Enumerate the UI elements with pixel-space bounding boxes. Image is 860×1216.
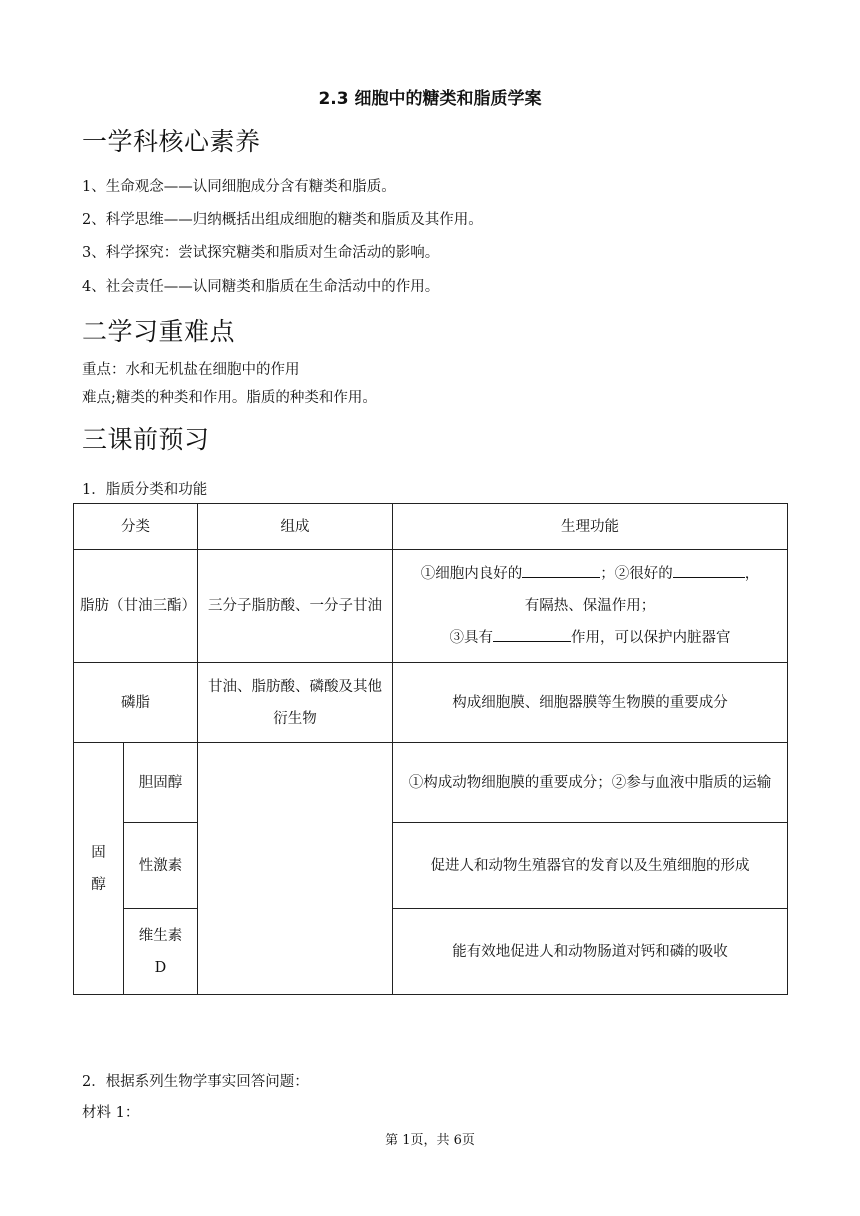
- cholesterol-function: ①构成动物细胞膜的重要成分；②参与血液中脂质的运输: [393, 743, 788, 823]
- page-footer: 第 1页，共 6页: [385, 1133, 475, 1148]
- blank-3: [493, 626, 571, 642]
- header-composition: 组成: [198, 504, 393, 550]
- vitamin-d-function: 能有效地促进人和动物肠道对钙和磷的吸收: [393, 909, 788, 995]
- fat-function: ①细胞内良好的 ；②很好的 ， 有隔热、保温作用； ③具有 作用，可以保护内脏器官: [393, 550, 788, 663]
- header-category: 分类: [74, 504, 198, 550]
- section-heading-key-points: 二学习重难点: [82, 317, 236, 346]
- table-row-fat: [74, 550, 788, 663]
- phospholipid-function: 构成细胞膜、细胞器膜等生物膜的重要成分: [393, 663, 788, 743]
- table-row-phospholipid: [74, 663, 788, 743]
- fat-name: 脂肪（甘油三酯）: [74, 550, 198, 663]
- core-literacy-item-4: 4、社会责任——认同糖类和脂质在生命活动中的作用。: [82, 279, 440, 295]
- table-row-sex-hormone: [74, 823, 788, 909]
- document-title: 2.3 细胞中的糖类和脂质学案: [318, 89, 542, 109]
- cholesterol-name: 胆固醇: [124, 743, 198, 823]
- phospholipid-composition: 甘油、脂肪酸、磷酸及其他衍生物: [198, 663, 393, 743]
- sterol-name: 固醇: [74, 743, 124, 995]
- sex-hormone-function: 促进人和动物生殖器官的发育以及生殖细胞的形成: [393, 823, 788, 909]
- sterol-composition: [198, 743, 393, 995]
- lipid-classification-table: [73, 503, 788, 995]
- vitamin-d-name: 维生素D: [124, 909, 198, 995]
- question-1-label: 1．脂质分类和功能: [82, 482, 208, 498]
- blank-1: [522, 562, 600, 578]
- table-row-cholesterol: [74, 743, 788, 823]
- core-literacy-item-1: 1、生命观念——认同细胞成分含有糖类和脂质。: [82, 179, 396, 195]
- section-heading-core-literacy: 一学科核心素养: [82, 127, 261, 156]
- material-1-label: 材料 1：: [82, 1105, 140, 1121]
- section-heading-preview: 三课前预习: [82, 425, 210, 454]
- table-row-vitamin-d: [74, 909, 788, 995]
- core-literacy-item-2: 2、科学思维——归纳概括出组成细胞的糖类和脂质及其作用。: [82, 212, 483, 228]
- table-header-row: [74, 504, 788, 550]
- blank-2: [673, 562, 745, 578]
- sex-hormone-name: 性激素: [124, 823, 198, 909]
- question-2-label: 2．根据系列生物学事实回答问题：: [82, 1074, 309, 1090]
- phospholipid-name: 磷脂: [74, 663, 198, 743]
- core-literacy-item-3: 3、科学探究：尝试探究糖类和脂质对生命活动的影响。: [82, 245, 440, 261]
- key-point-text: 重点：水和无机盐在细胞中的作用: [82, 362, 300, 378]
- fat-composition: 三分子脂肪酸、一分子甘油: [198, 550, 393, 663]
- header-function: 生理功能: [393, 504, 788, 550]
- difficulty-text: 难点;糖类的种类和作用。脂质的种类和作用。: [82, 390, 377, 406]
